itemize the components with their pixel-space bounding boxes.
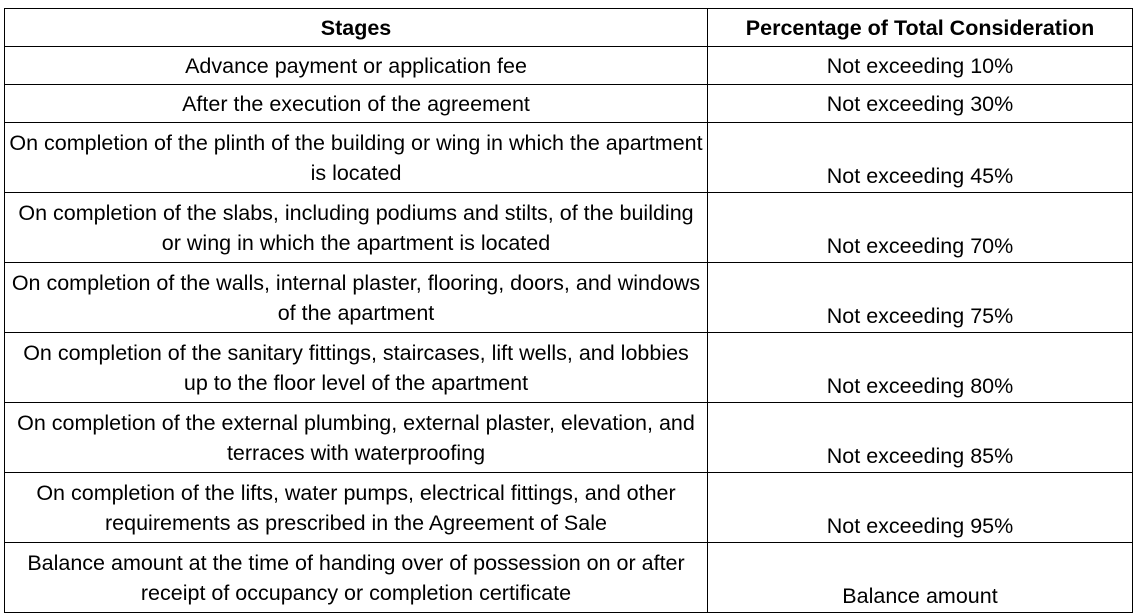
stage-cell: On completion of the plinth of the building or wing in which the apartment is located <box>5 123 708 193</box>
percentage-cell: Not exceeding 70% <box>708 193 1133 263</box>
stage-cell: Advance payment or application fee <box>5 47 708 85</box>
table-header-row <box>5 9 1133 47</box>
table-row <box>5 333 1133 403</box>
table-row <box>5 403 1133 473</box>
stage-cell: On completion of the walls, internal plaster, flooring, doors, and windows of the apartment <box>5 263 708 333</box>
percentage-cell: Not exceeding 45% <box>708 123 1133 193</box>
table-row <box>5 473 1133 543</box>
stage-cell: After the execution of the agreement <box>5 85 708 123</box>
percentage-cell: Not exceeding 75% <box>708 263 1133 333</box>
stage-cell: On completion of the external plumbing, external plaster, elevation, and terraces with waterproofing <box>5 403 708 473</box>
table-row <box>5 85 1133 123</box>
stage-cell: On completion of the lifts, water pumps, electrical fittings, and other requirements as prescribed in the Agreement of Sale <box>5 473 708 543</box>
percentage-cell: Not exceeding 30% <box>708 85 1133 123</box>
percentage-cell: Not exceeding 80% <box>708 333 1133 403</box>
table-row <box>5 193 1133 263</box>
table-row <box>5 543 1133 613</box>
stages-column-header: Stages <box>5 9 708 47</box>
payment-stages-table <box>4 8 1133 613</box>
stage-cell: On completion of the slabs, including podiums and stilts, of the building or wing in which the apartment is located <box>5 193 708 263</box>
stage-cell: Balance amount at the time of handing over of possession on or after receipt of occupancy or completion certificate <box>5 543 708 613</box>
table-row <box>5 123 1133 193</box>
percentage-cell: Not exceeding 10% <box>708 47 1133 85</box>
stage-cell: On completion of the sanitary fittings, staircases, lift wells, and lobbies up to the floor level of the apartment <box>5 333 708 403</box>
percentage-column-header: Percentage of Total Consideration <box>708 9 1133 47</box>
percentage-cell: Balance amount <box>708 543 1133 613</box>
table-row <box>5 47 1133 85</box>
percentage-cell: Not exceeding 85% <box>708 403 1133 473</box>
percentage-cell: Not exceeding 95% <box>708 473 1133 543</box>
table-row <box>5 263 1133 333</box>
